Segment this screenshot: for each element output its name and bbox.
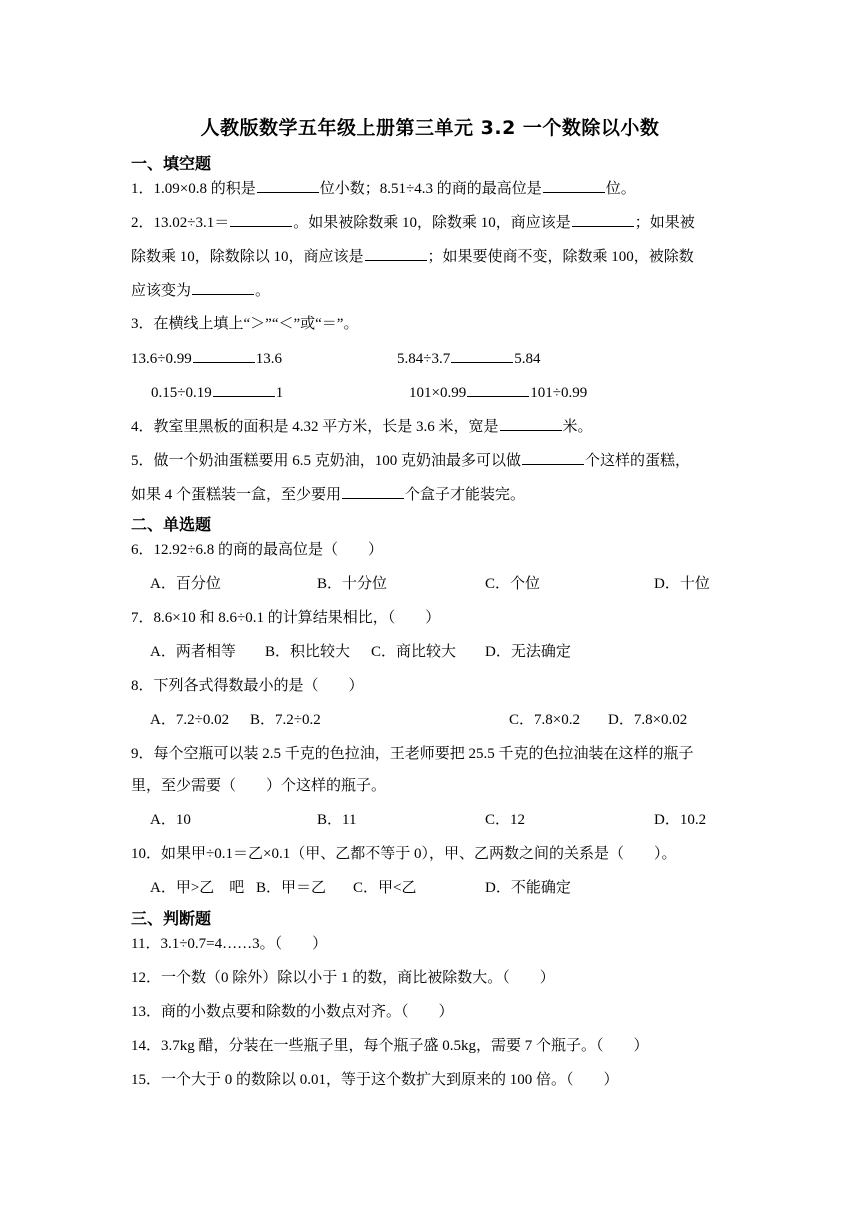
option-d[interactable]: D．无法确定	[485, 644, 571, 660]
q5-text: 个这样的蛋糕，	[585, 453, 691, 469]
answer-blank[interactable]	[500, 416, 562, 431]
option-c[interactable]: C．个位	[485, 576, 541, 592]
option-c[interactable]: C．12	[485, 812, 526, 828]
section-heading-judge: 三、判断题	[131, 909, 212, 928]
page-title: 人教版数学五年级上册第三单元 3.2 一个数除以小数	[200, 117, 660, 139]
q3-expr-right: 5.84	[514, 351, 541, 367]
q3-expr-left: 5.84÷3.7	[397, 351, 451, 367]
answer-blank[interactable]	[467, 382, 529, 397]
answer-blank[interactable]	[342, 484, 404, 499]
answer-blank[interactable]	[213, 382, 275, 397]
question-9-line-1: 9．每个空瓶可以装 2.5 千克的色拉油，王老师要把 25.5 千克的色拉油装在这样的瓶子	[131, 746, 694, 762]
answer-blank[interactable]	[365, 246, 427, 261]
q2-text: 。	[255, 283, 271, 299]
question-9-line-2: 里，至少需要（ ）个这样的瓶子。	[131, 778, 387, 794]
answer-blank[interactable]	[451, 348, 513, 363]
section-heading-choice: 二、单选题	[131, 515, 212, 534]
question-3-expr-4	[409, 382, 587, 403]
question-5-line-1	[131, 450, 690, 471]
q1-text-c: 位。	[605, 181, 636, 197]
question-8-stem: 8．下列各式得数最小的是（ ）	[131, 678, 364, 694]
option-b[interactable]: B．十分位	[317, 576, 388, 592]
q2-text: 。如果被除数乘 10，除数乘 10，商应该是	[293, 215, 571, 231]
question-2-line-3	[131, 280, 270, 301]
q3-expr-left: 13.6÷0.99	[131, 351, 192, 367]
q3-expr-left: 101×0.99	[409, 385, 467, 401]
question-15: 15．一个大于 0 的数除以 0.01，等于这个数扩大到原来的 100 倍。（ ）	[131, 1072, 619, 1088]
q5-text: 如果 4 个蛋糕装一盒，至少要用	[131, 487, 342, 503]
question-3-expr-2	[397, 348, 540, 369]
option-d[interactable]: D．7.8×0.02	[608, 712, 688, 728]
question-6-stem: 6．12.92÷6.8 的商的最高位是（ ）	[131, 542, 383, 558]
q2-text: 2．13.02÷3.1＝	[131, 215, 230, 231]
option-c[interactable]: C．7.8×0.2	[509, 712, 580, 728]
answer-blank[interactable]	[257, 178, 319, 193]
q2-text: ；如果被	[634, 215, 695, 231]
question-5-line-2	[131, 484, 525, 505]
question-13: 13．商的小数点要和除数的小数点对齐。（ ）	[131, 1004, 454, 1020]
question-7-stem: 7．8.6×10 和 8.6÷0.1 的计算结果相比，（ ）	[131, 610, 441, 626]
q2-text: ；如果要使商不变，除数乘 100，被除数	[427, 249, 694, 265]
q1-text-a: 1．1.09×0.8 的积是	[131, 181, 256, 197]
question-2-line-1	[131, 212, 695, 233]
option-b[interactable]: B．11	[317, 812, 357, 828]
q3-expr-left: 0.15÷0.19	[151, 385, 212, 401]
question-11: 11．3.1÷0.7=4……3。（ ）	[131, 936, 328, 952]
answer-blank[interactable]	[572, 212, 634, 227]
answer-blank[interactable]	[522, 450, 584, 465]
question-2-line-2	[131, 246, 694, 267]
option-a[interactable]: A．百分位	[150, 576, 221, 592]
question-4	[131, 416, 593, 437]
answer-blank[interactable]	[543, 178, 605, 193]
question-3-expr-3	[151, 382, 283, 403]
q1-text-b: 位小数；8.51÷4.3 的商的最高位是	[319, 181, 542, 197]
option-d[interactable]: D．不能确定	[485, 880, 571, 896]
question-3-stem: 3．在横线上填上“＞”“＜”或“＝”。	[131, 316, 359, 332]
option-b[interactable]: B．甲＝乙	[256, 880, 327, 896]
option-c[interactable]: C．商比较大	[371, 644, 457, 660]
question-1	[131, 178, 636, 199]
option-a[interactable]: A．10	[150, 812, 191, 828]
q5-text: 5．做一个奶油蛋糕要用 6.5 克奶油，100 克奶油最多可以做	[131, 453, 522, 469]
section-heading-fill: 一、填空题	[131, 154, 212, 173]
question-12: 12．一个数（0 除外）除以小于 1 的数，商比被除数大。（ ）	[131, 970, 555, 986]
option-b[interactable]: B．积比较大	[265, 644, 351, 660]
option-c[interactable]: C．甲<乙	[353, 880, 417, 896]
answer-blank[interactable]	[192, 280, 254, 295]
q5-text: 个盒子才能装完。	[405, 487, 526, 503]
answer-blank[interactable]	[230, 212, 292, 227]
option-d[interactable]: D．十位	[654, 576, 710, 592]
q3-expr-right: 13.6	[255, 351, 282, 367]
q4-text: 4．教室里黑板的面积是 4.32 平方米，长是 3.6 米，宽是	[131, 419, 499, 435]
q2-text: 应该变为	[131, 283, 192, 299]
option-a[interactable]: A．两者相等	[150, 644, 236, 660]
option-a[interactable]: A．7.2÷0.02	[150, 712, 230, 728]
option-d[interactable]: D．10.2	[654, 812, 707, 828]
q4-text: 米。	[562, 419, 593, 435]
question-14: 14．3.7kg 醋，分装在一些瓶子里，每个瓶子盛 0.5kg，需要 7 个瓶子。（ ）	[131, 1038, 649, 1054]
q2-text: 除数乘 10，除数除以 10，商应该是	[131, 249, 364, 265]
question-3-expr-1	[131, 348, 282, 369]
answer-blank[interactable]	[193, 348, 255, 363]
option-a[interactable]: A．甲>乙 吧	[150, 880, 245, 896]
question-10-stem: 10．如果甲÷0.1＝乙×0.1（甲、乙都不等于 0），甲、乙两数之间的关系是（ ）。	[131, 846, 677, 862]
q3-expr-right: 1	[275, 385, 284, 401]
q3-expr-right: 101÷0.99	[530, 385, 588, 401]
option-b[interactable]: B．7.2÷0.2	[250, 712, 321, 728]
